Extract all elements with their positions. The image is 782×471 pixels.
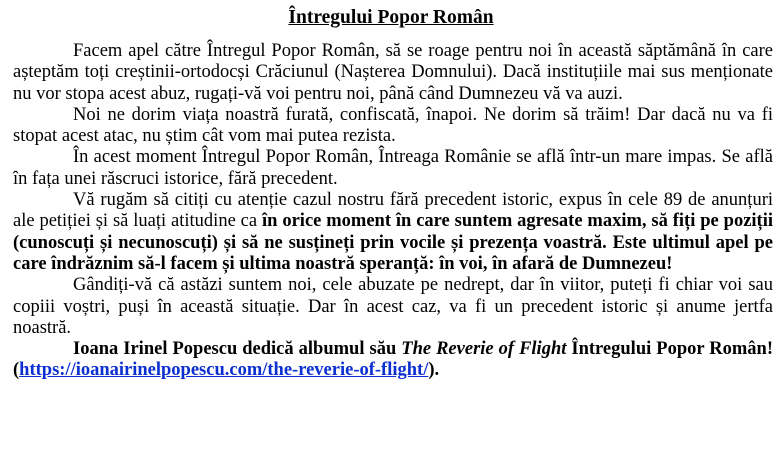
paragraph-album-dedication [13,339,773,382]
dedication-end: ). [428,360,440,381]
petition-call-text: Vă rugăm să citiți cu atenție cazul nostru fără precedent istoric, expus în cele 89 de anunțuri ale petiției și să luați atitudine ca [13,190,773,232]
album-link[interactable]: https://ioanairinelpopescu.com/the-reverie-of-flight/ [19,360,429,381]
paragraph-petition-call [13,190,773,275]
petition-call-emphasis: în orice moment în care suntem agresate maxim, să fiți pe poziții (cunoscuți și necunoscuți) și să ne susțineți prin vocile și prezența voastră. Este ultimul apel pe care îndrăznim să-l facem și ultima noastră speranță: în voi, în afară de Dumnezeu! [13,211,773,274]
dedication-middle: Întregului Popor Român! ( [13,339,773,381]
paragraph-stolen-life: Noi ne dorim viața noastră furată, confiscată, înapoi. Ne dorim să trăim! Dar dacă nu va fi stopat acest atac, nu știm cât vom mai putea rezista. [13,104,773,147]
dedication-intro: Ioana Irinel Popescu dedică albumul său [73,339,402,360]
document-body [13,41,773,382]
document-title: Întregului Popor Român [288,7,494,28]
paragraph-future-warning: Gândiți-vă că astăzi suntem noi, cele abuzate pe nedrept, dar în viitor, puteți fi chiar voi sau copiii voștri, puși în această situație. Dar în acest caz, va fi un precedent istoric și anume jertfa noastră. [13,275,773,338]
album-title: The Reverie of Flight [401,339,567,360]
paragraph-prayer-appeal: Facem apel către Întregul Popor Român, să se roage pentru noi în această săptămână în care așteptăm toți creștinii-ortodocși Crăciunul (Nașterea Domnului). Dacă instituțiile mai sus menționate nu vor stopa acest abuz, rugați-vă voi pentru noi, până când Dumnezeu vă va auzi. [13,41,773,104]
paragraph-historic-impasse: În acest moment Întregul Popor Român, Întreaga Românie se află într-un mare impas. Se află în fața unei răscruci istorice, fără precedent. [13,147,773,189]
